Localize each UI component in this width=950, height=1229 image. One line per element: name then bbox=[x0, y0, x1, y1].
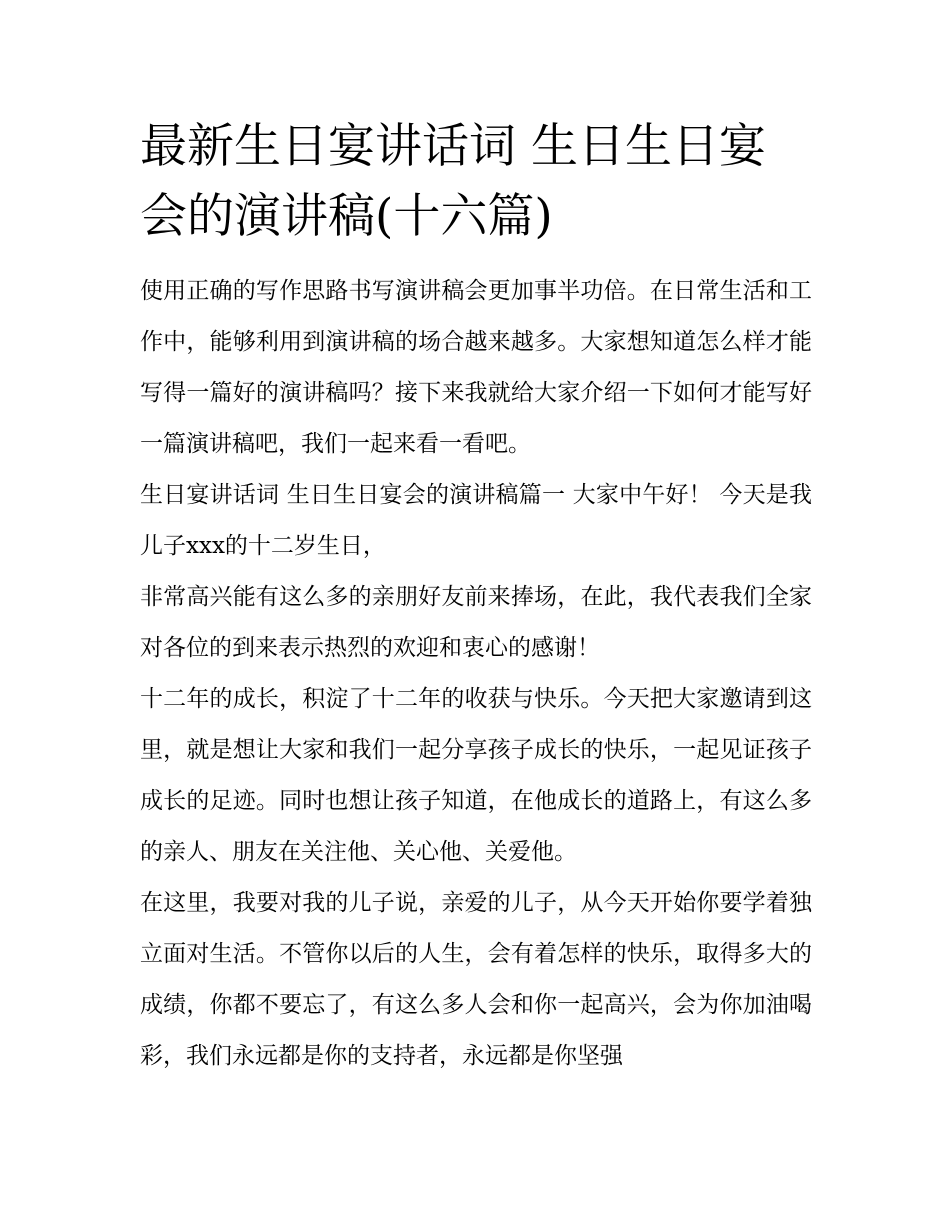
paragraph-growth: 十二年的成长，积淀了十二年的收获与快乐。今天把大家邀请到这里，就是想让大家和我们一起分享孩子成长的快乐，一起见证孩子成长的足迹。同时也想让孩子知道，在他成长的道路上，有这么多的亲人、朋友在关注他、关心他、关爱他。 bbox=[140, 686, 812, 865]
paragraph-intro: 使用正确的写作思路书写演讲稿会更加事半功倍。在日常生活和工作中，能够利用到演讲稿的场合越来越多。大家想知道怎么样才能写得一篇好的演讲稿吗？接下来我就给大家介绍一下如何才能写好一篇演讲稿吧，我们一起来看一看吧。 bbox=[140, 278, 812, 457]
paragraph-message-to-son: 在这里，我要对我的儿子说，亲爱的儿子，从今天开始你要学着独立面对生活。不管你以后的人生，会有着怎样的快乐，取得多大的成绩，你都不要忘了，有这么多人会和你一起高兴，会为你加油喝彩，我们永远都是你的支持者，永远都是你坚强 bbox=[140, 890, 812, 1069]
document-body bbox=[140, 112, 812, 1082]
document-title: 最新生日宴讲话词 生日生日宴会的演讲稿(十六篇) bbox=[140, 119, 766, 244]
paragraph-welcome: 非常高兴能有这么多的亲朋好友前来捧场，在此，我代表我们全家对各位的到来表示热烈的欢迎和衷心的感谢！ bbox=[140, 584, 812, 661]
paragraph-opening: 生日宴讲话词 生日生日宴会的演讲稿篇一 大家中午好！ 今天是我儿子xxx的十二岁生日， bbox=[140, 482, 812, 559]
